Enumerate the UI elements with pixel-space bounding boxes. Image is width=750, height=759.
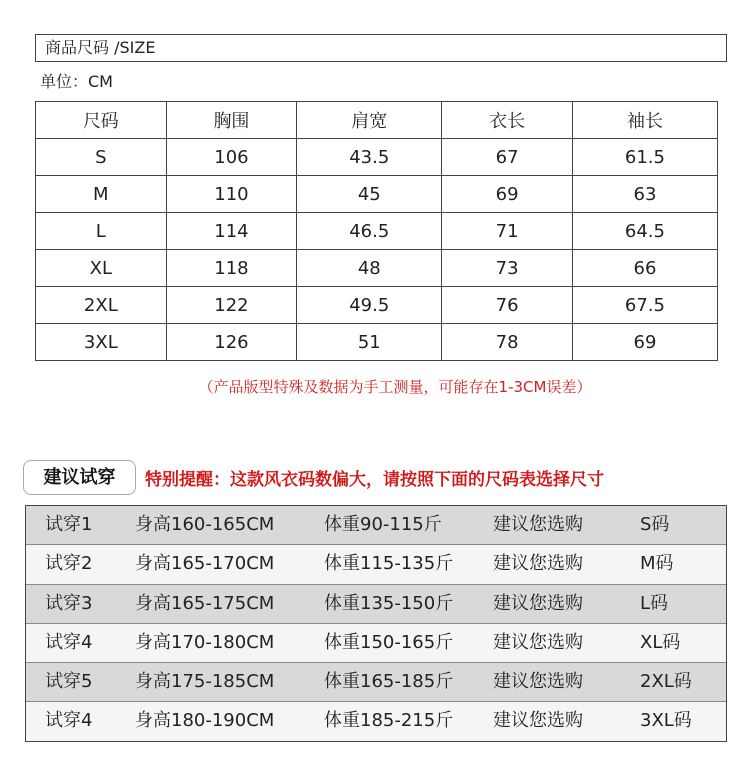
fit-cell: 体重115-135斤 xyxy=(324,553,454,575)
fit-row xyxy=(26,702,726,740)
table-cell: 78 xyxy=(442,324,573,361)
fit-cell: 身高170-180CM xyxy=(135,631,275,653)
fit-cell: L码 xyxy=(640,592,669,614)
size-title: 商品尺码 /SIZE xyxy=(35,34,727,62)
fit-cell: M码 xyxy=(640,553,674,575)
unit-label: 单位：CM xyxy=(40,72,113,91)
table-cell: 67.5 xyxy=(572,287,717,324)
table-cell: 45 xyxy=(297,176,442,213)
table-cell: 49.5 xyxy=(297,287,442,324)
table-cell: 122 xyxy=(166,287,297,324)
header-cell: 肩宽 xyxy=(297,102,442,139)
table-cell: 73 xyxy=(442,250,573,287)
fit-cell: 体重150-165斤 xyxy=(324,631,454,653)
fit-cell: 试穿1 xyxy=(45,514,93,535)
table-cell: 43.5 xyxy=(297,139,442,176)
table-cell: XL xyxy=(36,250,167,287)
fit-row xyxy=(26,663,726,702)
fit-warning: 特别提醒：这款风衣码数偏大，请按照下面的尺码表选择尺寸 xyxy=(145,470,604,490)
fit-cell: 建议您选购 xyxy=(493,710,583,732)
fit-row xyxy=(26,624,726,663)
fit-cell: 建议您选购 xyxy=(493,553,583,575)
table-cell: 2XL xyxy=(36,287,167,324)
fit-cell: 试穿4 xyxy=(45,710,93,732)
table-cell: 46.5 xyxy=(297,213,442,250)
table-cell: 110 xyxy=(166,176,297,213)
table-cell: S xyxy=(36,139,167,176)
measurement-note: （产品版型特殊及数据为手工测量，可能存在1-3CM误差） xyxy=(198,378,592,396)
fit-cell: 建议您选购 xyxy=(493,514,583,535)
fit-cell: 建议您选购 xyxy=(493,592,583,614)
table-cell: 66 xyxy=(572,250,717,287)
fit-cell: 试穿2 xyxy=(45,553,93,575)
table-cell: M xyxy=(36,176,167,213)
fit-cell: 2XL码 xyxy=(640,671,692,693)
table-cell: 3XL xyxy=(36,324,167,361)
fit-cell: XL码 xyxy=(640,631,681,653)
table-row xyxy=(36,139,718,176)
fit-row xyxy=(26,585,726,624)
fit-cell: 身高165-175CM xyxy=(135,592,275,614)
table-row xyxy=(36,176,718,213)
fit-row xyxy=(26,506,726,545)
header-cell: 衣长 xyxy=(442,102,573,139)
table-cell: 69 xyxy=(442,176,573,213)
header-cell: 袖长 xyxy=(572,102,717,139)
table-cell: 48 xyxy=(297,250,442,287)
fit-cell: 试穿5 xyxy=(45,671,93,693)
table-cell: 126 xyxy=(166,324,297,361)
fit-cell: 试穿3 xyxy=(45,592,93,614)
fit-cell: 身高160-165CM xyxy=(135,514,275,535)
header-cell: 尺码 xyxy=(36,102,167,139)
fit-table xyxy=(25,505,727,742)
fit-cell: 建议您选购 xyxy=(493,671,583,693)
table-cell: 71 xyxy=(442,213,573,250)
table-cell: 64.5 xyxy=(572,213,717,250)
fit-cell: 体重90-115斤 xyxy=(324,514,442,535)
fit-cell: 建议您选购 xyxy=(493,631,583,653)
header-cell: 胸围 xyxy=(166,102,297,139)
table-cell: L xyxy=(36,213,167,250)
table-cell: 63 xyxy=(572,176,717,213)
fit-row xyxy=(26,545,726,584)
table-row xyxy=(36,324,718,361)
table-cell: 76 xyxy=(442,287,573,324)
size-table xyxy=(35,101,718,361)
fit-cell: 3XL码 xyxy=(640,710,692,732)
fit-badge: 建议试穿 xyxy=(23,460,136,495)
table-cell: 67 xyxy=(442,139,573,176)
table-cell: 69 xyxy=(572,324,717,361)
table-header-row xyxy=(36,102,718,139)
table-row xyxy=(36,287,718,324)
table-row xyxy=(36,250,718,287)
fit-cell: 试穿4 xyxy=(45,631,93,653)
table-cell: 118 xyxy=(166,250,297,287)
table-cell: 114 xyxy=(166,213,297,250)
fit-cell: S码 xyxy=(640,514,670,535)
fit-cell: 身高180-190CM xyxy=(135,710,275,732)
table-cell: 106 xyxy=(166,139,297,176)
table-row xyxy=(36,213,718,250)
fit-cell: 体重135-150斤 xyxy=(324,592,454,614)
fit-cell: 体重165-185斤 xyxy=(324,671,454,693)
fit-cell: 身高165-170CM xyxy=(135,553,275,575)
table-cell: 61.5 xyxy=(572,139,717,176)
fit-cell: 体重185-215斤 xyxy=(324,710,454,732)
fit-cell: 身高175-185CM xyxy=(135,671,275,693)
table-cell: 51 xyxy=(297,324,442,361)
